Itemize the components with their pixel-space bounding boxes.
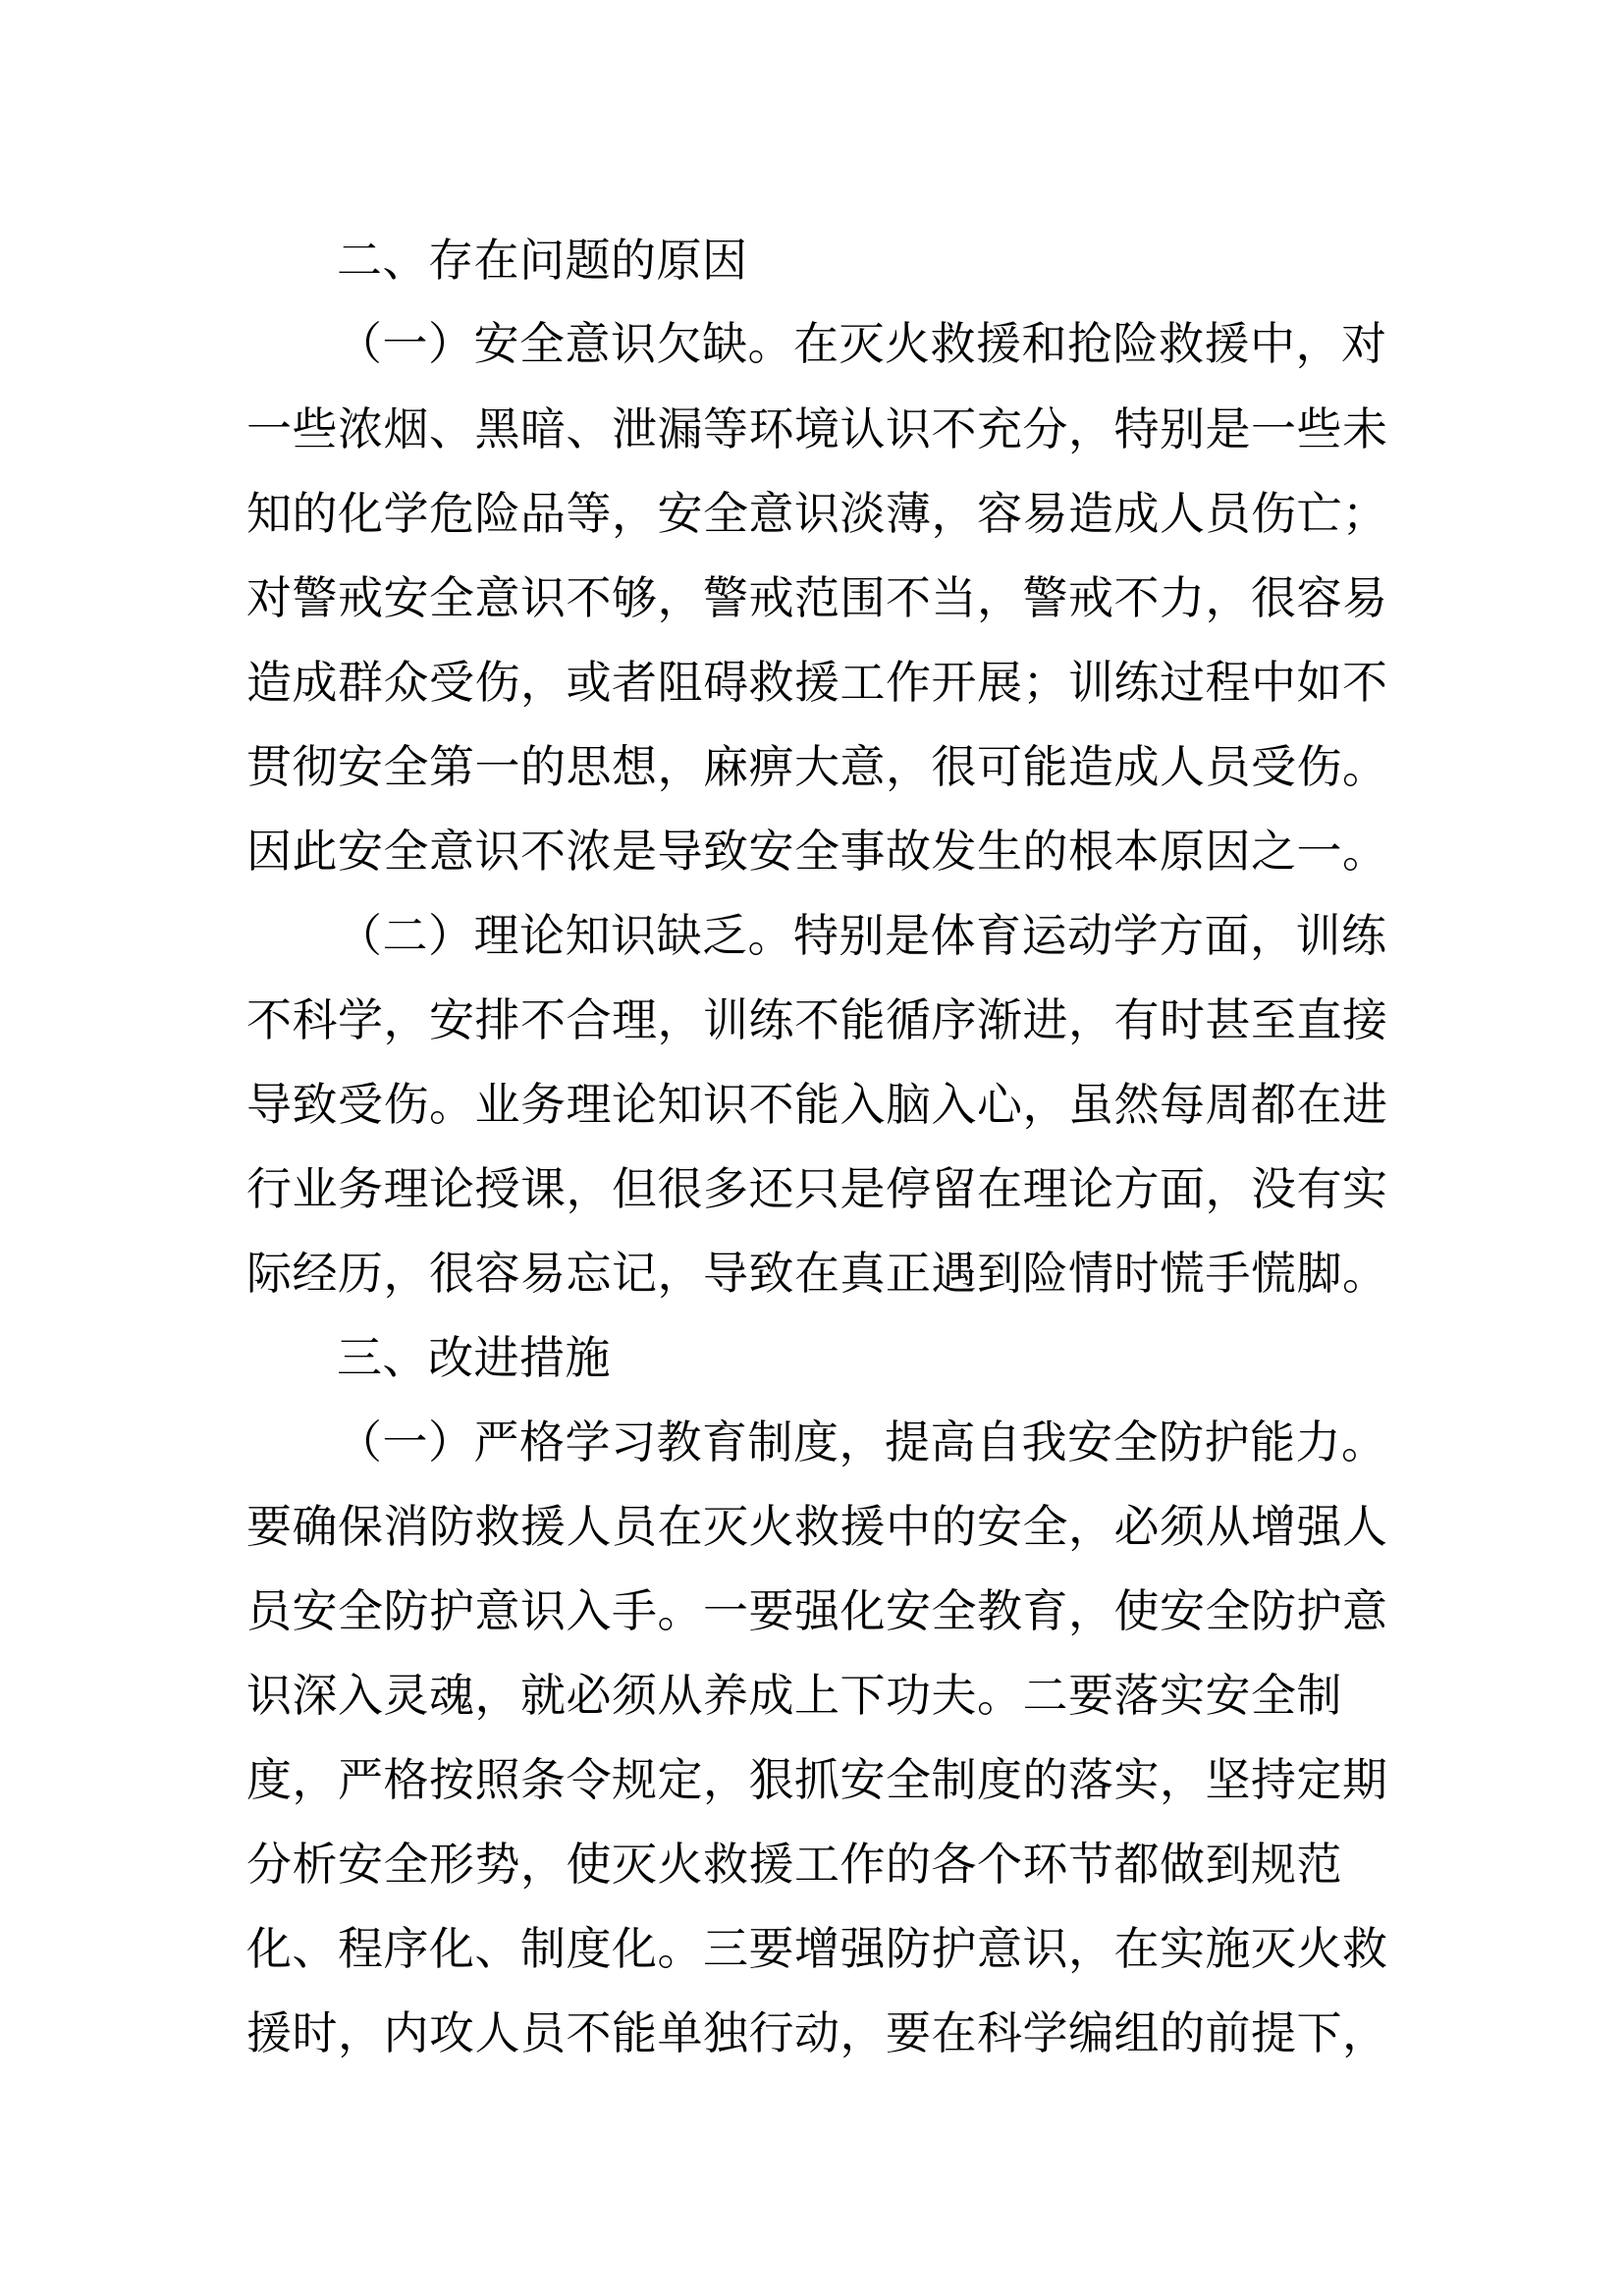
paragraph-line: 知的化学危险品等，安全意识淡薄，容易造成人员伤亡； [246, 487, 1388, 540]
paragraph-line: 一些浓烟、黑暗、泄漏等环境认识不充分，特别是一些未 [246, 402, 1388, 455]
paragraph-line: 导致受伤。业务理论知识不能入脑入心，虽然每周都在进 [246, 1078, 1388, 1131]
paragraph-line: 行业务理论授课，但很多还只是停留在理论方面，没有实 [246, 1162, 1388, 1215]
paragraph-line: 要确保消防救援人员在灭火救援中的安全，必须从增强人 [246, 1500, 1388, 1553]
paragraph-line: （一）严格学习教育制度，提高自我安全防护能力。 [337, 1415, 1387, 1468]
paragraph-line: 员安全防护意识入手。一要强化安全教育，使安全防护意 [246, 1584, 1388, 1637]
paragraph-line: 造成群众受伤，或者阻碍救援工作开展；训练过程中如不 [246, 656, 1388, 709]
paragraph-line: 度，严格按照条令规定，狠抓安全制度的落实，坚持定期 [246, 1753, 1388, 1806]
paragraph-line: （二）理论知识缺乏。特别是体育运动学方面，训练 [337, 909, 1387, 962]
paragraph-line: 援时，内攻人员不能单独行动，要在科学编组的前提下， [246, 2006, 1388, 2059]
section-heading-measures: 三、改进措施 [337, 1331, 611, 1384]
paragraph-line: 不科学，安排不合理，训练不能循序渐进，有时甚至直接 [246, 993, 1388, 1046]
paragraph-line: 因此安全意识不浓是导致安全事故发生的根本原因之一。 [246, 825, 1388, 878]
paragraph-line: 分析安全形势，使灭火救援工作的各个环节都做到规范 [246, 1838, 1342, 1891]
paragraph-line: 贯彻安全第一的思想，麻痹大意，很可能造成人员受伤。 [246, 740, 1388, 793]
paragraph-line: （一）安全意识欠缺。在灭火救援和抢险救援中，对 [337, 317, 1387, 370]
paragraph-line: 对警戒安全意识不够，警戒范围不当，警戒不力，很容易 [246, 571, 1388, 624]
paragraph-line: 化、程序化、制度化。三要增强防护意识，在实施灭火救 [246, 1922, 1388, 1975]
paragraph-line: 际经历，很容易忘记，导致在真正遇到险情时慌手慌脚。 [246, 1247, 1388, 1300]
section-heading-causes: 二、存在问题的原因 [337, 234, 748, 287]
paragraph-line: 识深入灵魂，就必须从养成上下功夫。二要落实安全制 [246, 1669, 1342, 1722]
